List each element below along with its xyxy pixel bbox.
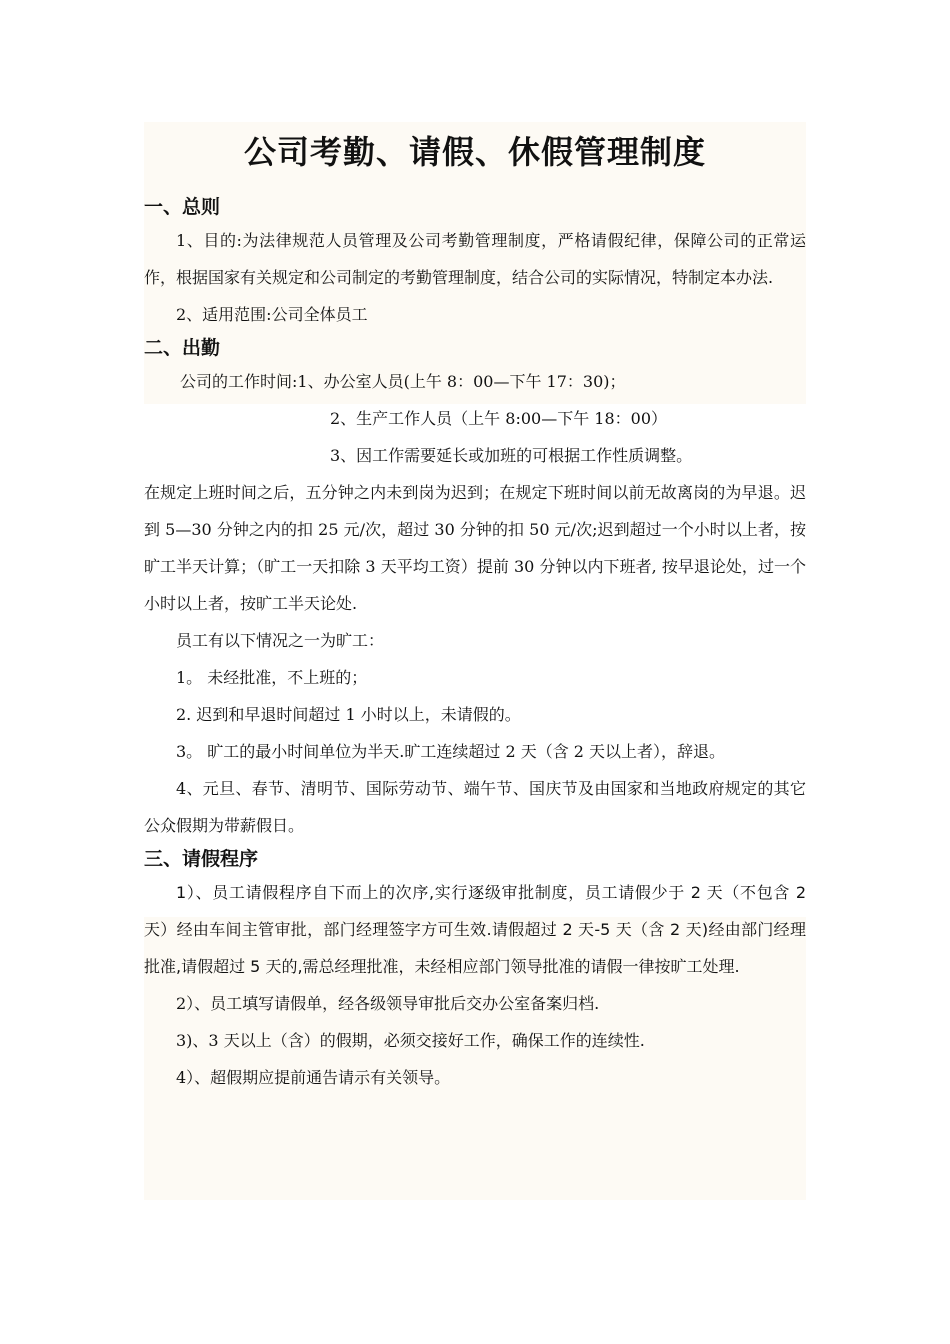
paid-holiday-paragraph: 4、元旦、春节、清明节、国际劳动节、端午节、国庆节及由国家和当地政府规定的其它公众假期为带薪假日。	[144, 779, 806, 835]
leave-procedure-4: 4）、超假期应提前通告请示有关领导。	[176, 1068, 451, 1087]
section-heading-attendance: 二、出勤	[144, 337, 221, 359]
section-heading-general: 一、总则	[144, 196, 221, 218]
general-scope-paragraph: 2、适用范围:公司全体员工	[176, 305, 368, 324]
leave-procedure-1: 1）、员工请假程序自下而上的次序,实行逐级审批制度，员工请假少于 2 天（不包含 2 天）经由车间主管审批，部门经理签字方可生效.请假超过 2 天-5 天（含 2 天)经由部门经理批准,请假超过 5 天的,需总经理批准，未经相应部门领导批准的请假一律按旷工处理.	[144, 883, 806, 976]
section-heading-leave: 三、请假程序	[144, 848, 259, 870]
general-purpose-paragraph: 1、目的:为法律规范人员管理及公司考勤管理制度，严格请假纪律，保障公司的正常运作，根据国家有关规定和公司制定的考勤管理制度，结合公司的实际情况，特制定本办法.	[144, 231, 806, 287]
leave-procedure-3: 3)、3 天以上（含）的假期，必须交接好工作，确保工作的连续性.	[176, 1031, 645, 1050]
working-hours-line-3: 3、因工作需要延长或加班的可根据工作性质调整。	[330, 446, 693, 465]
leave-procedure-2: 2）、员工填写请假单，经各级领导审批后交办公室备案归档.	[176, 994, 600, 1013]
late-early-rule-paragraph: 在规定上班时间之后，五分钟之内未到岗为迟到；在规定下班时间以前无故离岗的为早退。迟到 5—30 分钟之内的扣 25 元/次，超过 30 分钟的扣 50 元/次;迟到超过一个小时以上者，按旷工半天计算；（旷工一天扣除 3 天平均工资）提前 30 分钟以内下班者, 按早退论处，过一个小时以上者，按旷工半天论处.	[144, 483, 806, 613]
absence-item-2: 2. 迟到和早退时间超过 1 小时以上，未请假的。	[176, 705, 521, 724]
absence-item-3: 3。 旷工的最小时间单位为半天.旷工连续超过 2 天（含 2 天以上者），辞退。	[176, 742, 726, 761]
absence-item-1: 1。 未经批准，不上班的；	[176, 668, 368, 687]
absence-intro: 员工有以下情况之一为旷工：	[176, 631, 385, 650]
working-hours-line-2: 2、生产工作人员（上午 8:00—下午 18：00）	[330, 409, 668, 428]
document-content	[144, 120, 806, 1096]
document-title: 公司考勤、请假、休假管理制度	[243, 133, 706, 171]
working-hours-line-1: 公司的工作时间:1、办公室人员(上午 8：00—下午 17：30)；	[180, 372, 626, 391]
